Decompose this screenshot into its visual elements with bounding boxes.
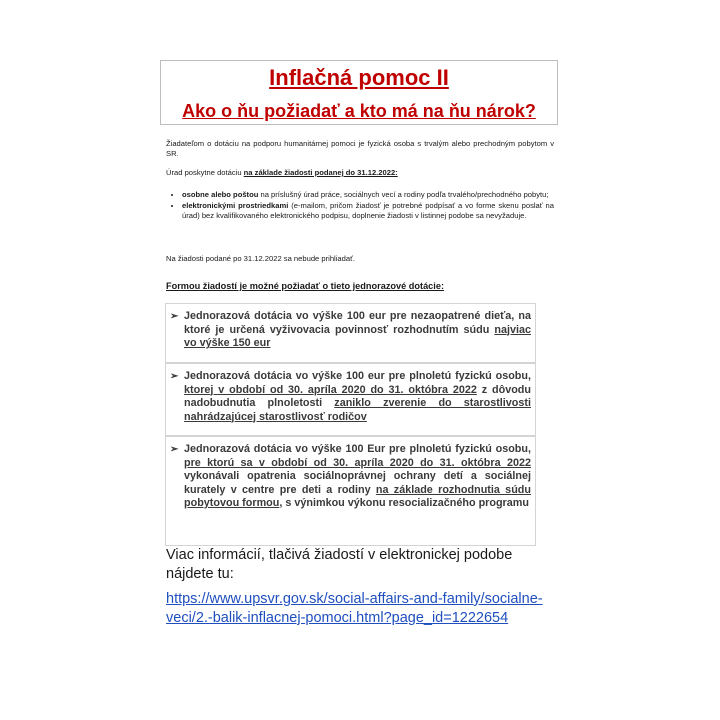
info-link[interactable]: https://www.upsvr.gov.sk/social-affairs-and-family/socialne-veci/2.-balik-inflacnej-pomoci.html?page_id=1222654: [166, 591, 543, 626]
method-text: (e-mailom, pričom žiadosť je potrebné podpísať a vo forme skenu poslať na úrad) bez kvalifikovaného elektronického podpisu, doplnenie žiadosti v listinnej podobe sa nevyžaduje.: [182, 201, 554, 220]
grant-text-part: Jednorazová dotácia vo výške 100 eur pre nezaopatrené dieťa, na ktoré je určená vyživovacia povinnosť rozhodnutím súdu: [184, 310, 531, 336]
late-applications-note: Na žiadosti podané po 31.12.2022 sa nebude prihliadať.: [166, 254, 356, 263]
section-heading: Formou žiadostí je možné požiadať o tieto jednorazové dotácie:: [166, 281, 445, 291]
grant-text-underlined: najviac vo výške 150 eur: [184, 323, 531, 349]
list-item: [182, 190, 554, 200]
intro-paragraph-applicant: Žiadateľom o dotáciu na podporu humanitárnej pomoci je fyzická osoba s trvalým alebo prechodným pobytom v SR.: [166, 139, 554, 158]
grant-text-underlined: na základe rozhodnutia súdu pobytovou formou: [184, 483, 531, 509]
deadline-prefix: Úrad poskytne dotáciu: [166, 168, 244, 177]
grant-box-adult-care-ended: [165, 363, 536, 436]
method-bold: osobne alebo poštou: [182, 190, 259, 199]
grant-text-part: Jednorazová dotácia vo výške 100 eur pre plnoletú fyzickú osobu,: [184, 370, 531, 382]
grant-text: [184, 370, 531, 424]
arrow-bullet-icon: ➢: [170, 444, 179, 455]
method-text: na príslušný úrad práce, sociálnych vecí a rodiny podľa trvalého/prechodného pobytu;: [258, 190, 549, 199]
list-item: [182, 201, 554, 221]
grant-text-part: vykonávali opatrenia sociálnoprávnej ochrany detí a sociálnej kurately v centre pre deti a rodiny: [184, 470, 531, 496]
grant-text-part: , s výnimkou výkonu resocializačného programu: [279, 497, 529, 509]
grant-text-underlined: ktorej v období od 30. apríla 2020 do 31. októbra 2022: [184, 383, 477, 396]
submission-methods-list: [166, 190, 554, 222]
page-title: Inflačná pomoc II: [269, 65, 449, 90]
intro-paragraph-deadline: [166, 168, 554, 178]
grant-box-child: [165, 303, 536, 363]
arrow-bullet-icon: ➢: [170, 371, 179, 382]
title-box: [160, 60, 558, 125]
deadline-bold: na základe žiadosti podanej do 31.12.2022:: [243, 168, 398, 177]
grant-text: [184, 443, 531, 511]
grant-text: [184, 310, 531, 351]
grant-text-part: Jednorazová dotácia vo výške 100 Eur pre plnoletú fyzickú osobu,: [184, 443, 531, 455]
grant-box-adult-protection: [165, 436, 536, 546]
grant-text-part: z dôvodu nadobudnutia plnoletosti: [184, 383, 531, 409]
grant-text-underlined: zaniklo zverenie do starostlivosti nahrádzajúcej starostlivosť rodičov: [184, 397, 532, 423]
method-bold: elektronickými prostriedkami: [182, 201, 289, 210]
grant-text-underlined: pre ktorú sa v období od 30. apríla 2020 do 31. októbra 2022: [184, 456, 531, 469]
arrow-bullet-icon: ➢: [170, 311, 179, 322]
more-info-text: Viac informácií, tlačivá žiadostí v elektronickej podobe nájdete tu:: [166, 547, 513, 582]
page-subtitle: Ako o ňu požiadať a kto má na ňu nárok?: [182, 101, 536, 121]
